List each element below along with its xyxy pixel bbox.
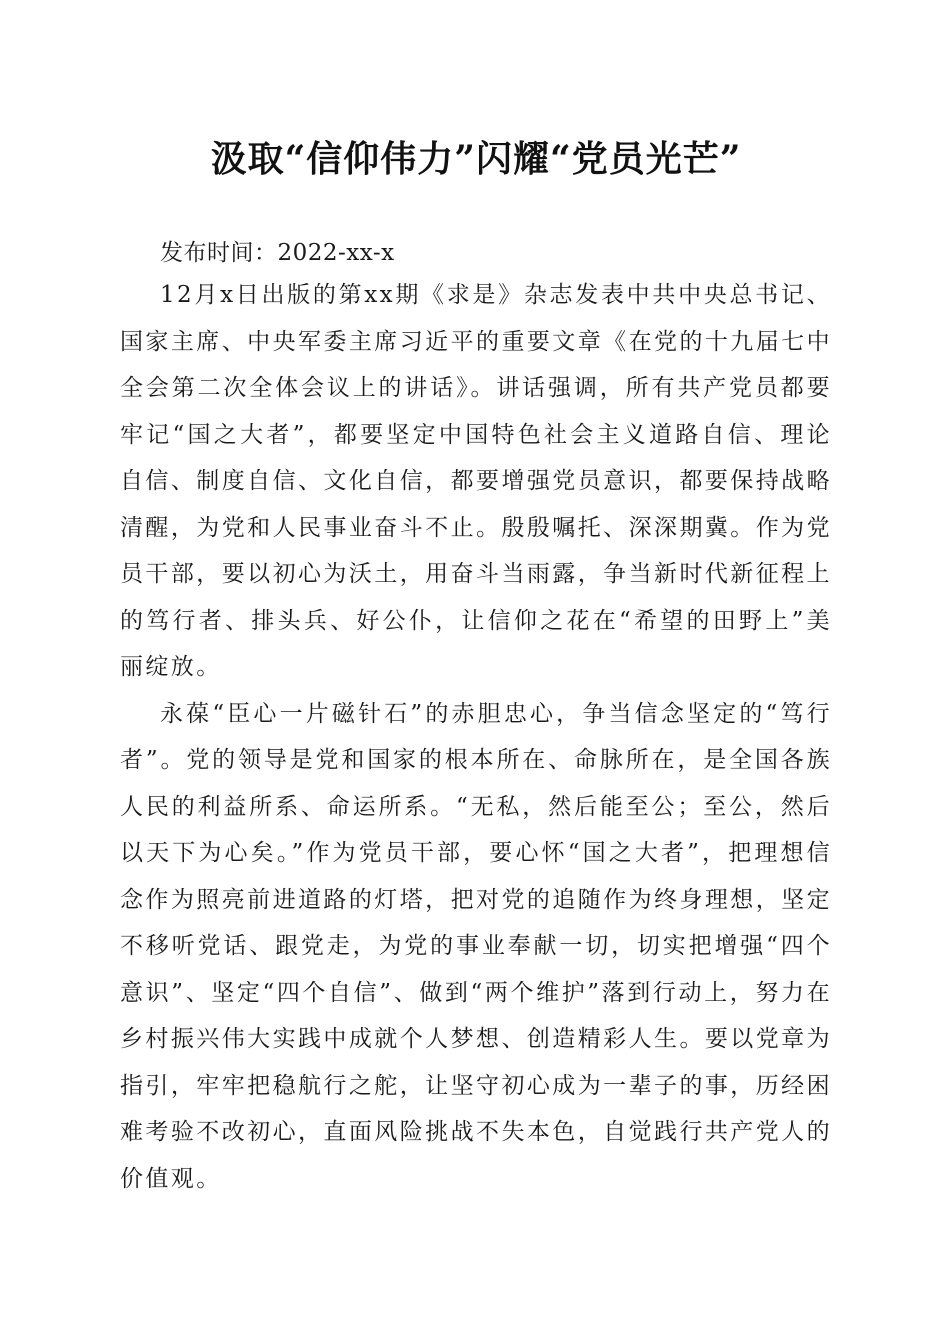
publish-date: 发布时间：2022-xx-x [160, 240, 395, 266]
paragraph-loyalty: 永葆“臣心一片磁针石”的赤胆忠心，争当信念坚定的“笃行者”。党的领导是党和国家的根本所在、命脉所在，是全国各族人民的利益所系、命运所系。“无私，然后能至公；至公，然后以天下为心矣。”作为党员干部，要心怀“国之大者”，把理想信念作为照亮前进道路的灯塔，把对党的追随作为终身理想，坚定不移听党话、跟党走，为党的事业奉献一切，切实把增强“四个意识”、坚定“四个自信”、做到“两个维护”落到行动上，努力在乡村振兴伟大实践中成就个人梦想、创造精彩人生。要以党章为指引，牢牢把稳航行之舵，让坚守初心成为一辈子的事，历经困难考验不改初心，直面风险挑战不失本色，自觉践行共产党人的价值观。 [120, 700, 832, 1192]
document-title: 汲取“信仰伟力”闪耀“党员光芒” [210, 138, 742, 180]
paragraph-intro: 12月x日出版的第xx期《求是》杂志发表中共中央总书记、国家主席、中央军委主席习近平的重要文章《在党的十九届七中全会第二次全体会议上的讲话》。讲话强调，所有共产党员都要牢记“国之大者”，都要坚定中国特色社会主义道路自信、理论自信、制度自信、文化自信，都要增强党员意识，都要保持战略清醒，为党和人民事业奋斗不止。殷殷嘱托、深深期冀。作为党员干部，要以初心为沃土，用奋斗当雨露，争当新时代新征程上的笃行者、排头兵、好公仆，让信仰之花在“希望的田野上”美丽绽放。 [120, 282, 832, 680]
